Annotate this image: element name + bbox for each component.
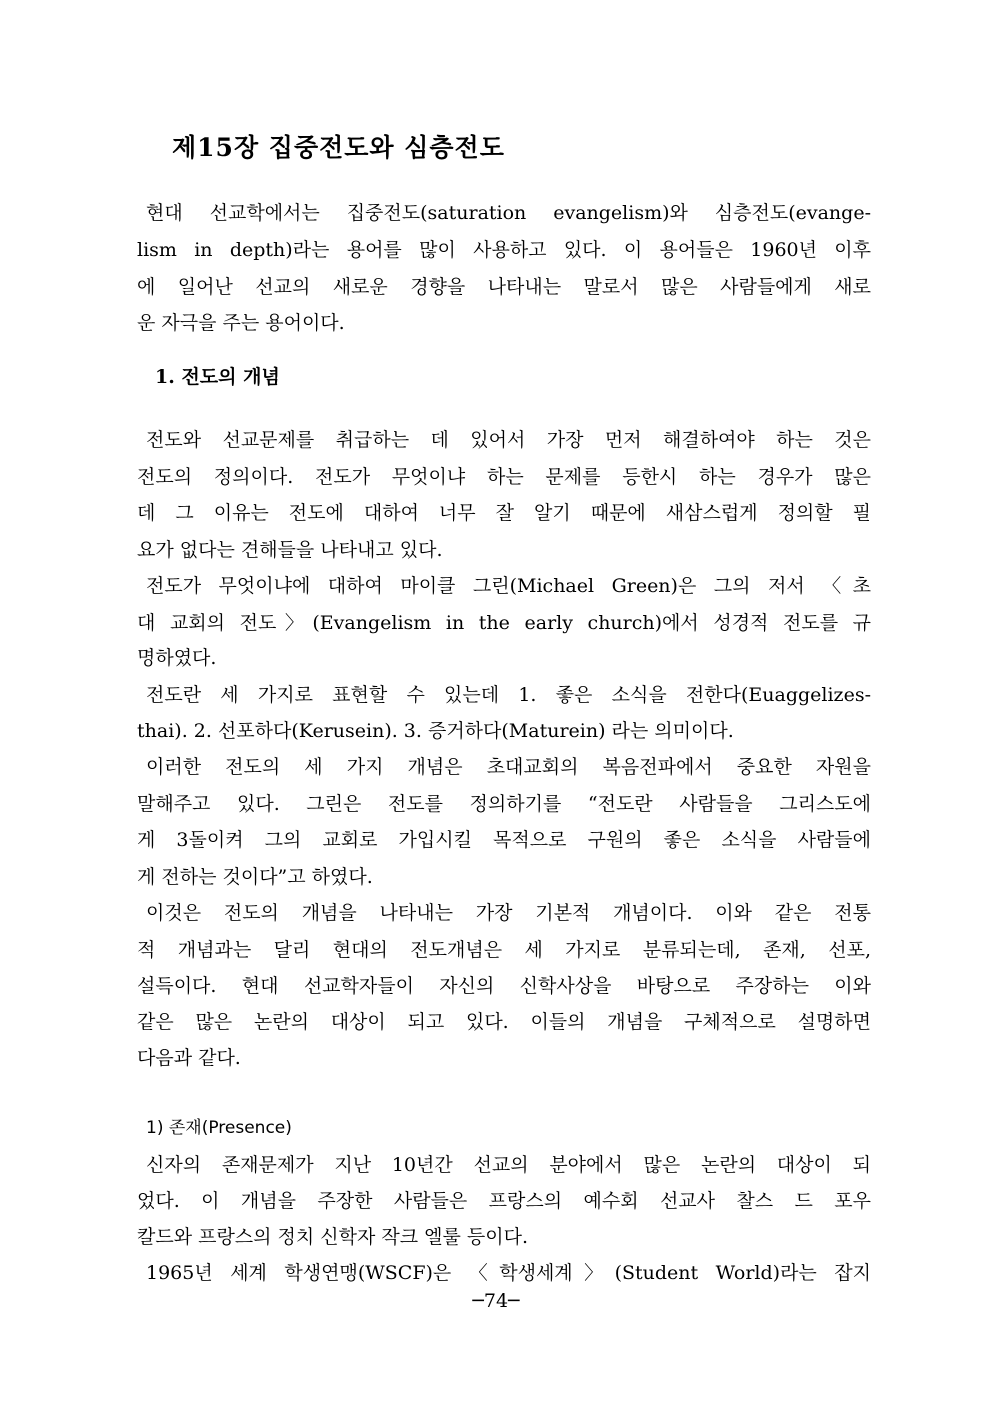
body-line: 게 전하는 것이다”고 하였다. xyxy=(137,866,373,888)
body-line: 전도란 세 가지로 표현할 수 있는데 1. 좋은 소식을 전한다(Euaggelizes- xyxy=(146,684,871,706)
body-line: 명하였다. xyxy=(137,647,217,669)
body-line: 전도가 무엇이냐에 대하여 마이클 그린(Michael Green)은 그의 저서 〈초 xyxy=(146,575,871,597)
body-line: 게 3돌이켜 그의 교회로 가입시킬 목적으로 구원의 좋은 소식을 사람들에 xyxy=(137,829,871,851)
body-line: 적 개념과는 달리 현대의 전도개념은 세 가지로 분류되는데, 존재, 선포, xyxy=(137,939,871,961)
body-line: 대 교회의 전도〉(Evangelism in the early church)에서 성경적 전도를 규 xyxy=(137,612,871,634)
intro-line-1: 현대 선교학에서는 집중전도(saturation evangelism)와 심층전도(evange- xyxy=(146,202,871,224)
body-line: 같은 많은 논란의 대상이 되고 있다. 이들의 개념을 구체적으로 설명하면 xyxy=(137,1011,871,1033)
body-line: 었다. 이 개념을 주장한 사람들은 프랑스의 예수회 선교사 찰스 드 포우 xyxy=(137,1190,871,1212)
body-line: 전도의 정의이다. 전도가 무엇이냐 하는 문제를 등한시 하는 경우가 많은 xyxy=(137,466,871,488)
body-line: 신자의 존재문제가 지난 10년간 선교의 분야에서 많은 논란의 대상이 되 xyxy=(146,1154,871,1176)
body-line: 칼드와 프랑스의 정치 신학자 작크 엘룰 등이다. xyxy=(137,1226,529,1248)
body-line: 요가 없다는 견해들을 나타내고 있다. xyxy=(137,539,443,561)
body-line: 전도와 선교문제를 취급하는 데 있어서 가장 먼저 해결하여야 하는 것은 xyxy=(146,429,871,451)
intro-line-2: lism in depth)라는 용어를 많이 사용하고 있다. 이 용어들은 1960년 이후 xyxy=(137,239,871,261)
body-line: 이것은 전도의 개념을 나타내는 가장 기본적 개념이다. 이와 같은 전통 xyxy=(146,902,871,924)
body-line: 말해주고 있다. 그린은 전도를 정의하기를 “전도란 사람들을 그리스도에 xyxy=(137,793,871,815)
section-heading: 1. 전도의 개념 xyxy=(155,366,280,388)
intro-line-3: 에 일어난 선교의 새로운 경향을 나타내는 말로서 많은 사람들에게 새로 xyxy=(137,276,871,298)
subsection-heading: 1) 존재(Presence) xyxy=(146,1118,292,1138)
body-line: 다음과 같다. xyxy=(137,1047,241,1069)
body-line: 이러한 전도의 세 가지 개념은 초대교회의 복음전파에서 중요한 자원을 xyxy=(146,756,871,778)
intro-line-4: 운 자극을 주는 용어이다. xyxy=(137,312,345,334)
page-number: ─74─ xyxy=(472,1290,520,1312)
body-line: 설득이다. 현대 선교학자들이 자신의 신학사상을 바탕으로 주장하는 이와 xyxy=(137,975,871,997)
body-line: 1965년 세계 학생연맹(WSCF)은 〈학생세계〉(Student World)라는 잡지 xyxy=(146,1262,871,1284)
chapter-title: 제15장 집중전도와 심층전도 xyxy=(172,133,505,162)
body-line: thai). 2. 선포하다(Kerusein). 3. 증거하다(Maturein) 라는 의미이다. xyxy=(137,720,734,742)
body-line: 데 그 이유는 전도에 대하여 너무 잘 알기 때문에 새삼스럽게 정의할 필 xyxy=(137,502,871,524)
